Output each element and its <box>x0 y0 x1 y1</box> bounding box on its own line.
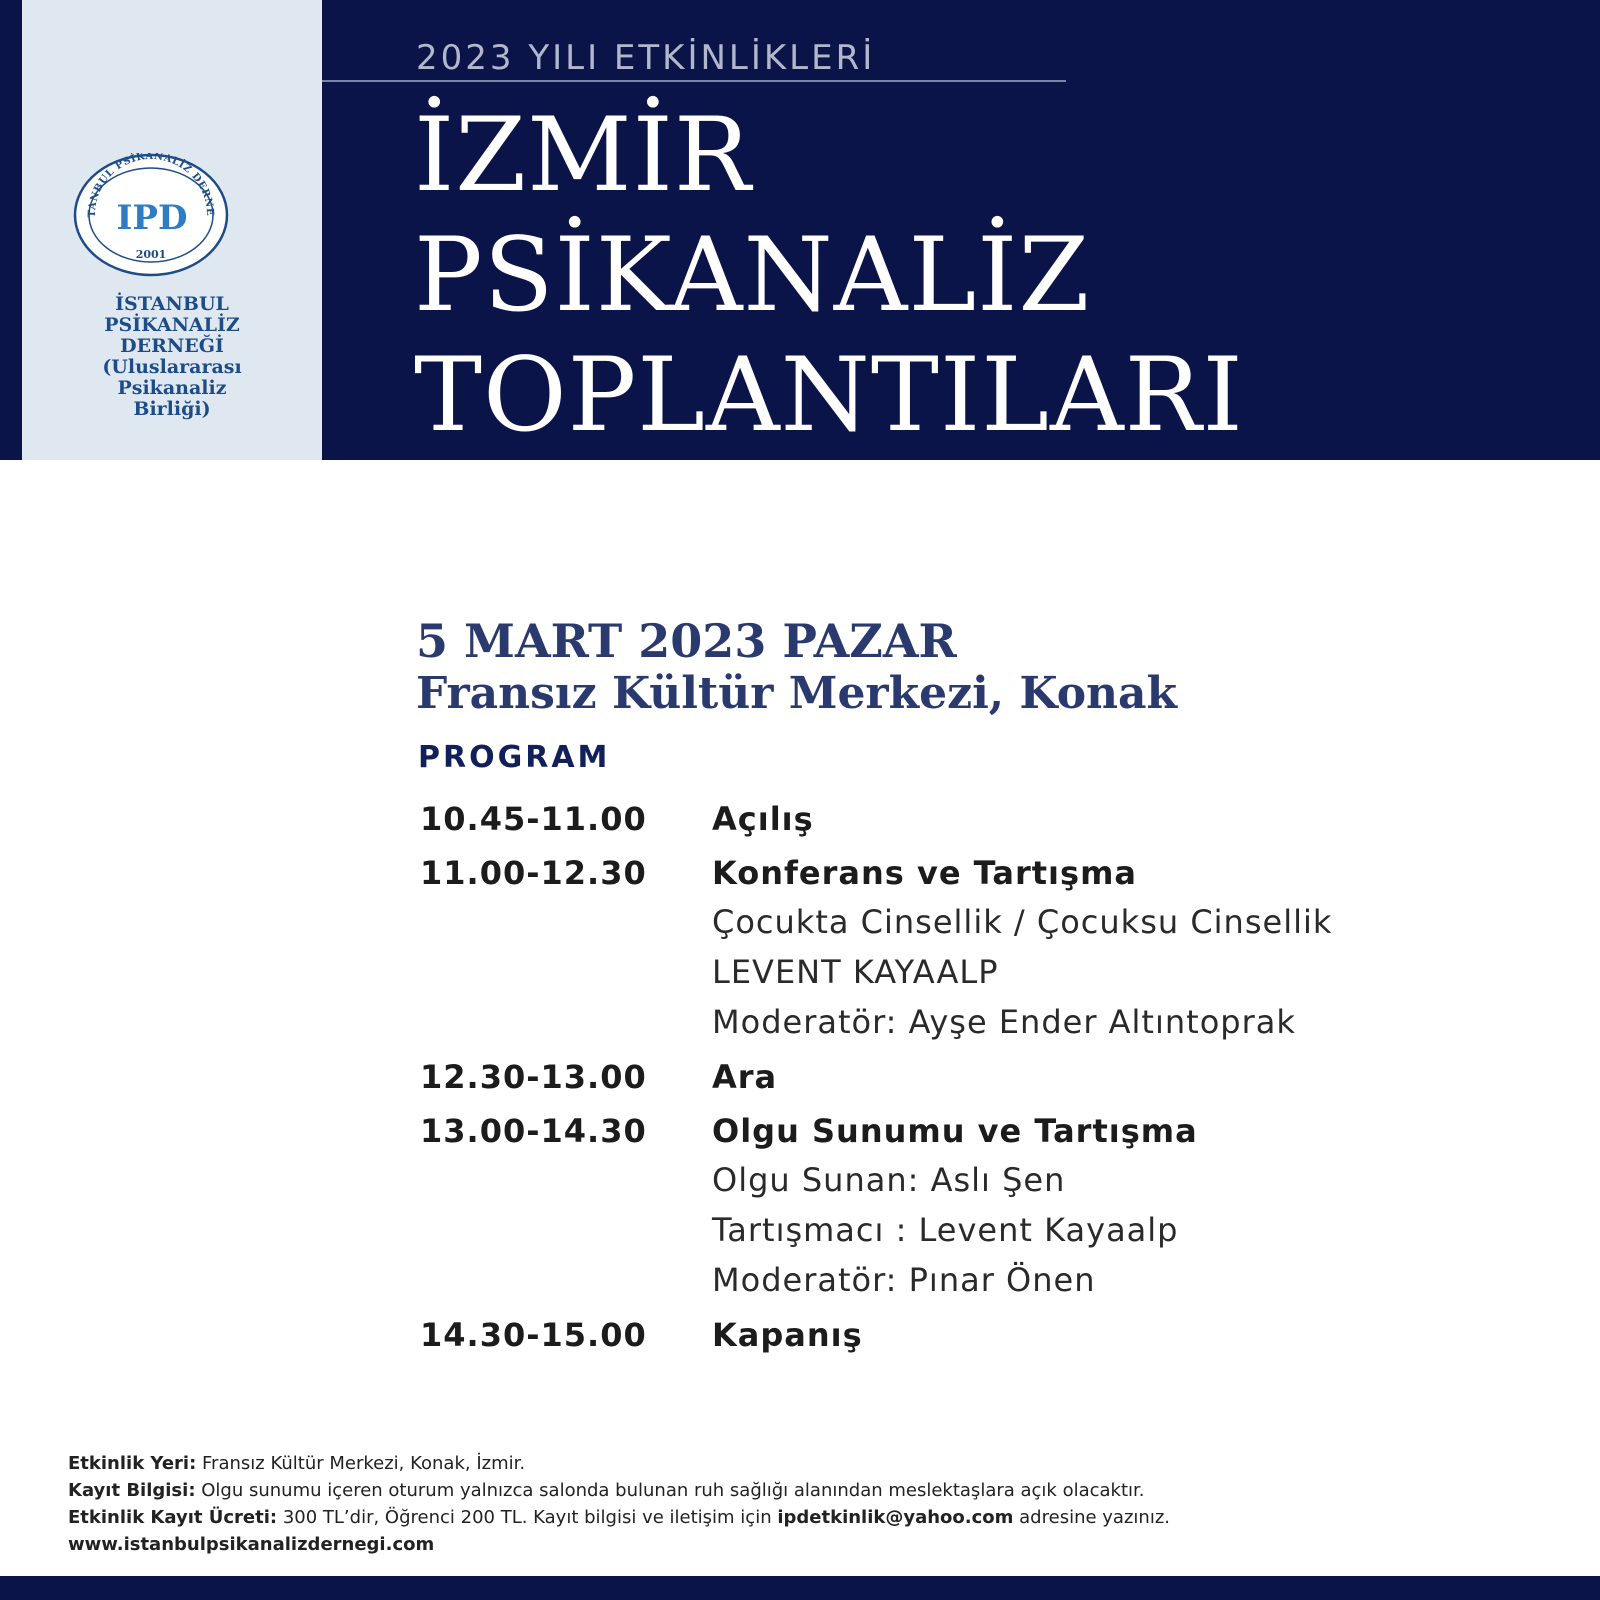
program-heading: PROGRAM <box>418 740 611 775</box>
program-slot <box>420 849 1570 1047</box>
footer-label: Etkinlik Yeri: <box>68 1453 197 1474</box>
footer-info <box>68 1450 1568 1558</box>
title-line: İZMİR <box>414 96 752 215</box>
title-line: TOPLANTILARI <box>414 336 1244 455</box>
footer-registration <box>68 1477 1568 1504</box>
program-slot <box>420 1053 1570 1101</box>
slot-title: Açılış <box>712 800 814 838</box>
seal-ring-text: TANBUL PSİKANALİZ DERNE <box>86 153 216 218</box>
program-slot <box>420 1311 1570 1359</box>
slot-detail: LEVENT KAYAALP <box>712 953 999 991</box>
org-name-line: (Uluslararası <box>102 356 242 378</box>
seal-year: 2001 <box>135 248 167 261</box>
org-name-line: PSİKANALİZ <box>104 314 240 336</box>
slot-time: 13.00-14.30 <box>420 1112 647 1150</box>
org-name-line: DERNEĞİ <box>120 335 224 357</box>
slot-time: 14.30-15.00 <box>420 1316 647 1354</box>
footer-label: Etkinlik Kayıt Ücreti: <box>68 1507 278 1528</box>
footer-label: Kayıt Bilgisi: <box>68 1480 196 1501</box>
footer-location <box>68 1450 1568 1477</box>
org-name <box>22 294 322 420</box>
program-slot <box>420 1107 1570 1305</box>
slot-title: Ara <box>712 1058 778 1096</box>
org-name-line: Psikanaliz <box>117 377 227 399</box>
left-edge-stripe <box>0 0 22 460</box>
org-name-line: Birliği) <box>133 398 211 420</box>
slot-title: Konferans ve Tartışma <box>712 854 1137 892</box>
bottom-bar <box>0 1576 1600 1600</box>
footer-value: Olgu sunumu içeren oturum yalnızca salonda bulunan ruh sağlığı alanından meslektaşlara açık olacaktır. <box>201 1480 1145 1501</box>
subtitle-divider <box>322 80 1066 82</box>
slot-time: 10.45-11.00 <box>420 800 647 838</box>
footer-value: adresine yazınız. <box>1019 1507 1170 1528</box>
slot-time: 12.30-13.00 <box>420 1058 647 1096</box>
contact-email-link[interactable]: ipdetkinlik@yahoo.com <box>777 1507 1014 1528</box>
program-schedule <box>420 795 1570 1365</box>
website-link[interactable]: www.istanbulpsikanalizdernegi.com <box>68 1534 435 1555</box>
program-slot <box>420 795 1570 843</box>
seal-monogram: IPD <box>116 198 188 238</box>
event-date: 5 MART 2023 PAZAR <box>416 614 957 668</box>
footer-website <box>68 1531 1568 1558</box>
slot-title: Olgu Sunumu ve Tartışma <box>712 1112 1198 1150</box>
footer-value: Fransız Kültür Merkezi, Konak, İzmir. <box>202 1453 526 1474</box>
event-venue: Fransız Kültür Merkezi, Konak <box>416 668 1178 719</box>
org-name-line: İSTANBUL <box>115 293 229 315</box>
slot-detail: Çocukta Cinsellik / Çocuksu Cinsellik <box>712 903 1333 941</box>
slot-time: 11.00-12.30 <box>420 854 647 892</box>
title-line: PSİKANALİZ <box>414 216 1091 335</box>
ipd-logo-seal <box>73 153 229 277</box>
footer-value: 300 TL’dir, Öğrenci 200 TL. Kayıt bilgisi ve iletişim için <box>282 1507 772 1528</box>
slot-detail: Tartışmacı : Levent Kayaalp <box>712 1211 1179 1249</box>
footer-fee <box>68 1504 1568 1531</box>
events-subtitle: 2023 YILI ETKİNLİKLERİ <box>416 38 876 78</box>
slot-detail: Olgu Sunan: Aslı Şen <box>712 1161 1066 1199</box>
page-title <box>414 96 1564 456</box>
slot-title: Kapanış <box>712 1316 863 1354</box>
slot-detail: Moderatör: Pınar Önen <box>712 1261 1096 1299</box>
slot-detail: Moderatör: Ayşe Ender Altıntoprak <box>712 1003 1296 1041</box>
